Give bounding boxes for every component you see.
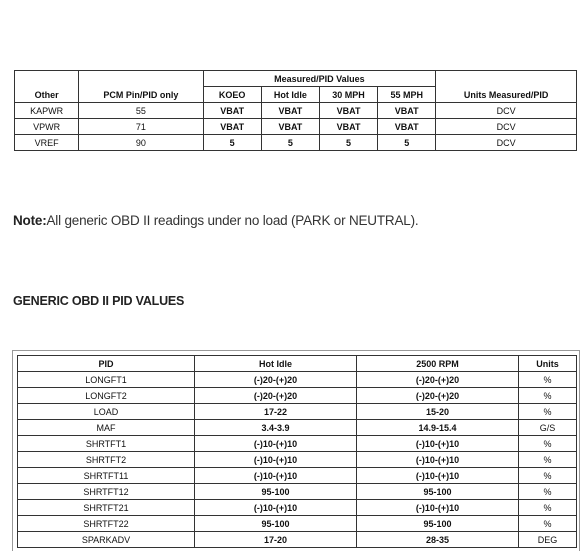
cell-pid: SHRTFT2 — [18, 452, 195, 468]
table-row — [18, 516, 577, 532]
table-row — [18, 500, 577, 516]
cell-units: DCV — [436, 103, 577, 119]
cell-55mph: 5 — [378, 135, 436, 151]
generic-obd-pid-table — [17, 355, 577, 548]
cell-2500rpm: (-)10-(+)10 — [357, 468, 519, 484]
cell-55mph: VBAT — [378, 103, 436, 119]
cell-55mph: VBAT — [378, 119, 436, 135]
cell-pid: SHRTFT21 — [18, 500, 195, 516]
cell-pin: 71 — [79, 119, 203, 135]
cell-koeo: 5 — [203, 135, 261, 151]
cell-2500rpm: 28-35 — [357, 532, 519, 548]
cell-30mph: VBAT — [319, 119, 377, 135]
cell-units: % — [519, 484, 577, 500]
cell-hot-idle: (-)10-(+)10 — [195, 468, 357, 484]
cell-hot-idle: (-)20-(+)20 — [195, 388, 357, 404]
table-row — [18, 452, 577, 468]
table-row — [18, 436, 577, 452]
cell-hot-idle: VBAT — [261, 103, 319, 119]
cell-2500rpm: 95-100 — [357, 516, 519, 532]
table-row — [18, 388, 577, 404]
table-row — [15, 135, 577, 151]
cell-pid: MAF — [18, 420, 195, 436]
cell-units: DCV — [436, 119, 577, 135]
cell-other: VREF — [15, 135, 79, 151]
col-hot-idle-header: Hot Idle — [195, 356, 357, 372]
cell-hot-idle: VBAT — [261, 119, 319, 135]
cell-units: G/S — [519, 420, 577, 436]
cell-2500rpm: (-)20-(+)20 — [357, 388, 519, 404]
col-units-header: Units Measured/PID — [436, 71, 577, 103]
note-body: All generic OBD II readings under no load (PARK or NEUTRAL). — [46, 213, 419, 228]
cell-pin: 90 — [79, 135, 203, 151]
cell-2500rpm: 14.9-15.4 — [357, 420, 519, 436]
cell-units: DCV — [436, 135, 577, 151]
cell-2500rpm: 15-20 — [357, 404, 519, 420]
cell-units: % — [519, 452, 577, 468]
cell-2500rpm: (-)10-(+)10 — [357, 452, 519, 468]
cell-2500rpm: (-)10-(+)10 — [357, 500, 519, 516]
measured-values-group-header: Measured/PID Values — [203, 71, 436, 87]
cell-units: % — [519, 516, 577, 532]
cell-units: % — [519, 404, 577, 420]
cell-units: % — [519, 500, 577, 516]
cell-2500rpm: (-)20-(+)20 — [357, 372, 519, 388]
cell-hot-idle: 17-22 — [195, 404, 357, 420]
cell-2500rpm: (-)10-(+)10 — [357, 436, 519, 452]
table-row — [18, 532, 577, 548]
cell-other: VPWR — [15, 119, 79, 135]
cell-hot-idle: 95-100 — [195, 484, 357, 500]
col-units-header: Units — [519, 356, 577, 372]
cell-pid: SHRTFT1 — [18, 436, 195, 452]
cell-pid: LONGFT2 — [18, 388, 195, 404]
cell-pid: SHRTFT12 — [18, 484, 195, 500]
cell-30mph: 5 — [319, 135, 377, 151]
cell-hot-idle: 95-100 — [195, 516, 357, 532]
col-55mph-header: 55 MPH — [378, 87, 436, 103]
cell-pid: SHRTFT22 — [18, 516, 195, 532]
cell-hot-idle: 17-20 — [195, 532, 357, 548]
table-row — [18, 404, 577, 420]
col-pid-header: PID — [18, 356, 195, 372]
table-row — [15, 103, 577, 119]
cell-hot-idle: (-)20-(+)20 — [195, 372, 357, 388]
cell-pid: LONGFT1 — [18, 372, 195, 388]
cell-hot-idle: (-)10-(+)10 — [195, 436, 357, 452]
cell-units: % — [519, 468, 577, 484]
section-heading: GENERIC OBD II PID VALUES — [13, 294, 185, 308]
col-pin-header: PCM Pin/PID only — [79, 71, 203, 103]
cell-units: % — [519, 372, 577, 388]
table-row — [18, 372, 577, 388]
cell-hot-idle: (-)10-(+)10 — [195, 452, 357, 468]
cell-30mph: VBAT — [319, 103, 377, 119]
cell-2500rpm: 95-100 — [357, 484, 519, 500]
pcm-pin-values-table — [14, 70, 577, 151]
cell-hot-idle: 5 — [261, 135, 319, 151]
cell-pid: SHRTFT11 — [18, 468, 195, 484]
cell-koeo: VBAT — [203, 103, 261, 119]
cell-koeo: VBAT — [203, 119, 261, 135]
col-other-header: Other — [15, 71, 79, 103]
note-text — [13, 213, 418, 228]
cell-units: % — [519, 436, 577, 452]
cell-hot-idle: (-)10-(+)10 — [195, 500, 357, 516]
cell-units: DEG — [519, 532, 577, 548]
col-2500rpm-header: 2500 RPM — [357, 356, 519, 372]
cell-units: % — [519, 388, 577, 404]
table-row — [18, 468, 577, 484]
table-row — [18, 420, 577, 436]
col-koeo-header: KOEO — [203, 87, 261, 103]
note-label: Note: — [13, 213, 47, 228]
cell-other: KAPWR — [15, 103, 79, 119]
table-row — [18, 484, 577, 500]
table-row — [15, 119, 577, 135]
cell-pid: SPARKADV — [18, 532, 195, 548]
cell-pid: LOAD — [18, 404, 195, 420]
col-hot-idle-header: Hot Idle — [261, 87, 319, 103]
cell-hot-idle: 3.4-3.9 — [195, 420, 357, 436]
cell-pin: 55 — [79, 103, 203, 119]
col-30mph-header: 30 MPH — [319, 87, 377, 103]
